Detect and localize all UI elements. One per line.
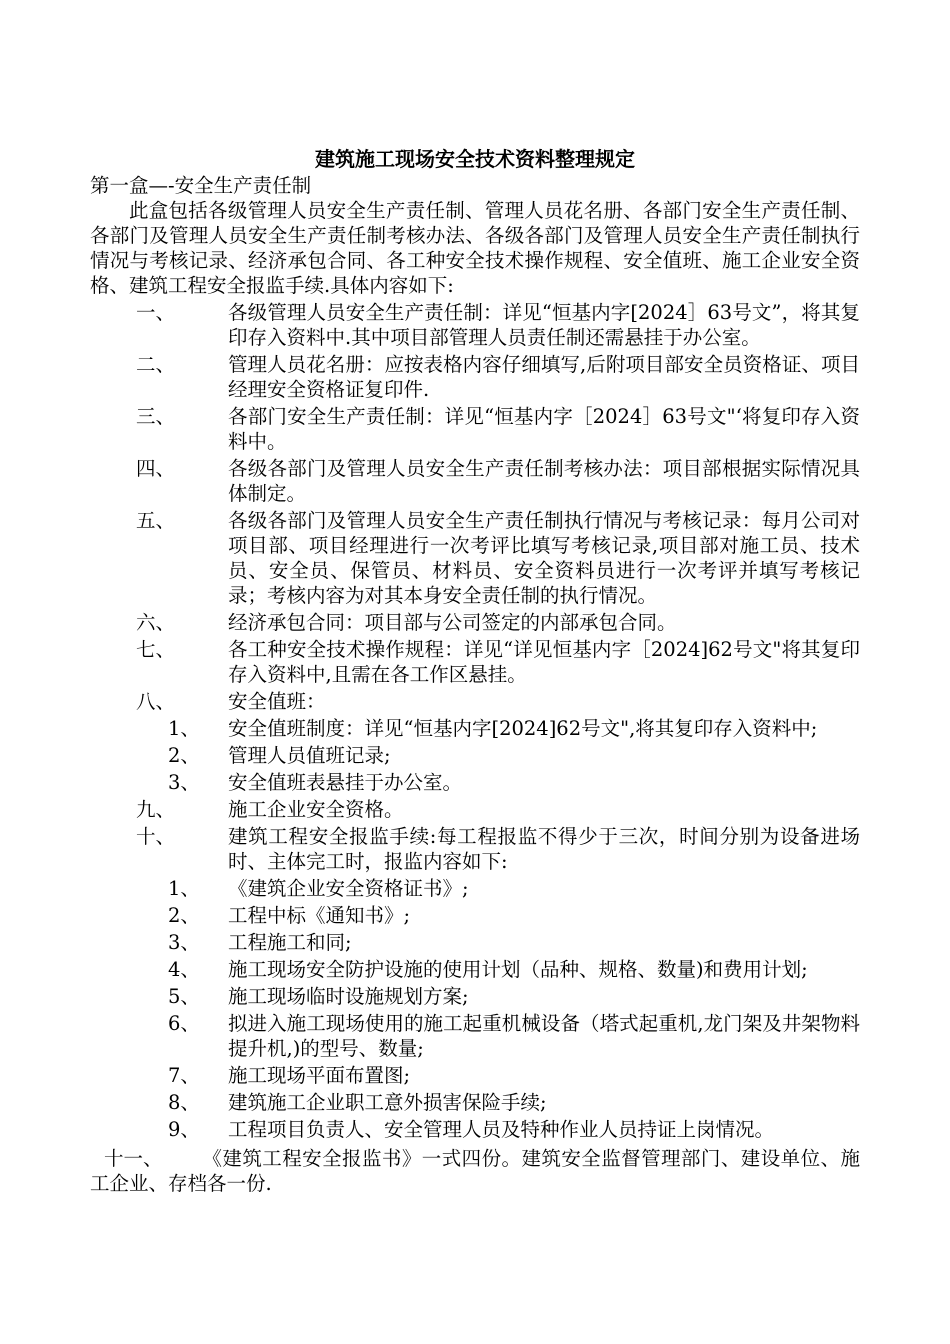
item-text: 各级各部门及管理人员安全生产责任制考核办法：项目部根据实际情况具体制定。	[228, 457, 860, 505]
item-marker: 十、	[136, 825, 176, 848]
sub-item-text: 施工现场临时设施规划方案;	[228, 985, 469, 1008]
item-text: 建筑工程安全报监手续:每工程报监不得少于三次，时间分别为设备进场时、主体完工时，报监内容如下:	[228, 825, 860, 873]
sub-list-item	[90, 1090, 860, 1115]
sub-list-item	[90, 716, 860, 741]
list-item	[90, 824, 860, 874]
intro-paragraph: 此盒包括各级管理人员安全生产责任制、管理人员花名册、各部门安全生产责任制、各部门及管理人员安全生产责任制考核办法、各级各部门及管理人员安全生产责任制执行情况与考核记录、经济承包合同、各工种安全技术操作规程、安全值班、施工企业安全资格、建筑工程安全报监手续.具体内容如下:	[90, 199, 860, 297]
sub-item-marker: 6、	[168, 1012, 200, 1035]
item-text: 各部门安全生产责任制：详见“恒基内字［2024］63号文"‘将复印存入资料中。	[228, 405, 860, 453]
sub-list-item	[90, 1011, 860, 1061]
item-marker: 五、	[136, 509, 176, 532]
sub-item-marker: 9、	[168, 1118, 200, 1141]
sub-list-item	[90, 743, 860, 768]
sub-list-item	[90, 930, 860, 955]
item-text: 管理人员花名册：应按表格内容仔细填写,后附项目部安全员资格证、项目经理安全资格证复印件.	[228, 353, 860, 401]
list-item	[90, 637, 860, 687]
sub-item-marker: 3、	[168, 931, 200, 954]
sub-item-marker: 1、	[168, 877, 200, 900]
sub-item-text: 工程中标《通知书》;	[228, 904, 411, 927]
sub-item-text: 工程项目负责人、安全管理人员及特种作业人员持证上岗情况。	[228, 1118, 775, 1141]
sub-item-marker: 2、	[168, 744, 200, 767]
sub-item-text: 施工现场安全防护设施的使用计划（品种、规格、数量)和费用计划;	[228, 958, 808, 981]
sub-item-text: 管理人员值班记录;	[228, 744, 391, 767]
item-marker: 四、	[136, 457, 176, 480]
document-title: 建筑施工现场安全技术资料整理规定	[315, 147, 635, 171]
sub-item-text: 《建筑企业安全资格证书》;	[228, 877, 469, 900]
sub-item-text: 施工现场平面布置图;	[228, 1064, 411, 1087]
list-item	[90, 797, 860, 822]
list-item	[90, 456, 860, 506]
sub-item-text: 工程施工和同;	[228, 931, 352, 954]
sub-item-text: 安全值班制度：详见“恒基内字[2024]62号文",将其复印存入资料中;	[228, 717, 818, 740]
list-item	[90, 300, 860, 350]
sub-list-item	[90, 876, 860, 901]
document-page	[90, 146, 860, 1196]
sub-item-marker: 2、	[168, 904, 200, 927]
sub-item-marker: 4、	[168, 958, 200, 981]
item-marker: 六、	[136, 611, 176, 634]
sub-item-marker: 7、	[168, 1064, 200, 1087]
item-marker: 九、	[136, 798, 176, 821]
item-marker: 三、	[136, 405, 176, 428]
sub-list-item	[90, 770, 860, 795]
sub-item-marker: 1、	[168, 717, 200, 740]
sub-list-item	[90, 957, 860, 982]
sub-item-text: 拟进入施工现场使用的施工起重机械设备（塔式起重机,龙门架及井架物料提升机,)的型号、数量;	[228, 1012, 860, 1060]
list-item	[90, 404, 860, 454]
item-text: 经济承包合同：项目部与公司签定的内部承包合同。	[228, 611, 677, 634]
final-text: 《建筑工程安全报监书》一式四份。建筑安全监督管理部门、建设单位、施工企业、存档各一份.	[90, 1147, 860, 1195]
list-item	[90, 508, 860, 608]
list-item	[90, 610, 860, 635]
sub-item-marker: 8、	[168, 1091, 200, 1114]
item-text: 各级管理人员安全生产责任制：详见“恒基内字[2024］63号文”，将其复印存入资料中.其中项目部管理人员责任制还需悬挂于办公室。	[228, 301, 860, 349]
list-item	[90, 689, 860, 714]
sub-list-item	[90, 984, 860, 1009]
item-marker: 七、	[136, 638, 176, 661]
sub-list-item	[90, 1117, 860, 1142]
sub-list-item	[90, 903, 860, 928]
item-text: 施工企业安全资格。	[228, 798, 404, 821]
item-marker: 一、	[136, 301, 176, 324]
final-marker: 十一、	[104, 1147, 163, 1170]
final-paragraph	[90, 1146, 860, 1196]
item-marker: 八、	[136, 690, 176, 713]
item-text: 安全值班：	[228, 690, 326, 713]
sub-list-item	[90, 1063, 860, 1088]
main-list	[90, 300, 860, 1142]
list-item	[90, 352, 860, 402]
sub-item-marker: 3、	[168, 771, 200, 794]
sub-item-marker: 5、	[168, 985, 200, 1008]
item-text: 各工种安全技术操作规程：详见“详见恒基内字［2024]62号文"将其复印存入资料中,且需在各工作区悬挂。	[228, 638, 860, 686]
item-marker: 二、	[136, 353, 176, 376]
sub-item-text: 安全值班表悬挂于办公室。	[228, 771, 463, 794]
sub-item-text: 建筑施工企业职工意外损害保险手续;	[228, 1091, 547, 1114]
section-heading: 第一盒—-安全生产责任制	[90, 174, 312, 197]
item-text: 各级各部门及管理人员安全生产责任制执行情况与考核记录：每月公司对项目部、项目经理进行一次考评比填写考核记录,项目部对施工员、技术员、安全员、保管员、材料员、安全资料员进行一次考评并填写考核记录；考核内容为对其本身安全责任制的执行情况。	[228, 509, 860, 607]
